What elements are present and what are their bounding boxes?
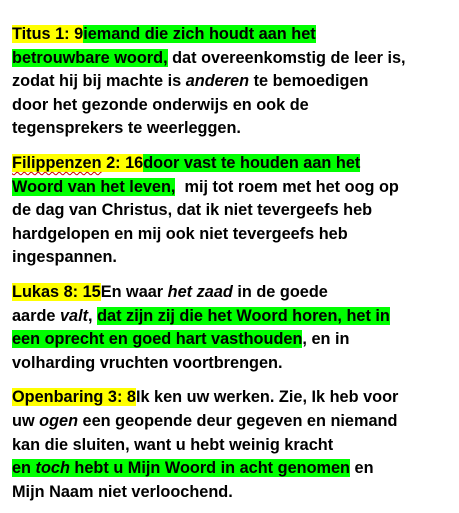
text-run: mij tot roem met het oog op — [175, 177, 399, 196]
text-run: valt — [59, 306, 89, 325]
paragraph-spacer — [12, 375, 452, 386]
text-run: aarde — [12, 306, 60, 325]
text-line — [12, 305, 452, 329]
highlighted-phrase: door vast te houden aan het — [143, 153, 361, 172]
text-run: dat overeenkomstig de leer is, — [167, 48, 406, 67]
text-line — [12, 223, 452, 247]
highlighted-phrase: toch — [35, 459, 70, 478]
verse-reference: Lukas 8: 15 — [12, 282, 101, 301]
highlighted-phrase: iemand die zich houdt aan het — [83, 25, 316, 43]
text-run: kan die sluiten, want u hebt weinig kracht — [12, 435, 334, 454]
text-run: tegensprekers te weerleggen. — [12, 119, 241, 138]
verse-paragraph — [12, 152, 452, 270]
text-line — [12, 281, 452, 305]
paragraph-spacer — [12, 270, 452, 281]
highlighted-phrase: hebt u Mijn Woord in acht genomen — [69, 459, 350, 478]
verse-paragraph — [12, 386, 452, 504]
text-run: door het gezonde onderwijs en ook de — [12, 95, 309, 114]
verse-reference: Titus 1: 9 — [12, 25, 84, 43]
text-line — [12, 47, 452, 71]
text-line — [12, 176, 452, 200]
text-run: te bemoedigen — [249, 72, 369, 91]
text-run: ingespannen. — [12, 248, 117, 267]
text-line — [12, 94, 452, 118]
text-run: een geopende deur gegeven en niemand — [78, 411, 398, 430]
verse-reference: Filippenzen — [12, 153, 102, 172]
highlighted-phrase: een oprecht en goed hart vasthouden — [12, 330, 303, 349]
text-run: ogen — [39, 411, 79, 430]
text-line — [12, 23, 452, 47]
text-run: het zaad — [167, 282, 233, 301]
text-run: zodat hij bij machte is — [12, 72, 186, 91]
text-run: anderen — [185, 72, 250, 91]
text-line — [12, 70, 452, 94]
paragraph-spacer — [12, 141, 452, 152]
verse-paragraph — [12, 281, 452, 375]
verse-paragraph — [12, 23, 452, 141]
text-run: En waar — [100, 282, 168, 301]
text-run: uw — [12, 411, 40, 430]
text-line — [12, 457, 452, 481]
highlighted-phrase: dat zijn zij die het Woord horen, het in — [97, 306, 390, 325]
text-run: en — [350, 459, 374, 478]
highlighted-phrase: en — [12, 459, 36, 478]
text-line — [12, 328, 452, 352]
text-line — [12, 410, 452, 434]
text-run: Ik ken uw werken. Zie, Ik heb voor — [135, 388, 399, 407]
text-run: in de goede — [232, 282, 328, 301]
text-line — [12, 117, 452, 141]
text-run: de dag van Christus, dat ik niet tevergeefs heb — [12, 201, 373, 220]
text-line — [12, 434, 452, 458]
highlighted-phrase: Woord van het leven, — [12, 177, 176, 196]
text-line — [12, 246, 452, 270]
document-body — [12, 23, 452, 504]
text-run: volharding vruchten voortbrengen. — [12, 353, 283, 372]
text-line — [12, 352, 452, 376]
text-run: hardgelopen en mij ook niet tevergeefs heb — [12, 224, 348, 243]
text-line — [12, 199, 452, 223]
verse-reference: Openbaring 3: 8 — [12, 388, 136, 407]
text-run: , en in — [302, 330, 350, 349]
text-line — [12, 481, 452, 505]
text-run: , — [88, 306, 98, 325]
highlighted-phrase: betrouwbare woord, — [12, 48, 168, 67]
verse-reference: 2: 16 — [101, 153, 144, 172]
text-line — [12, 152, 452, 176]
text-run: Mijn Naam niet verloochend. — [12, 482, 233, 501]
text-line — [12, 386, 452, 410]
